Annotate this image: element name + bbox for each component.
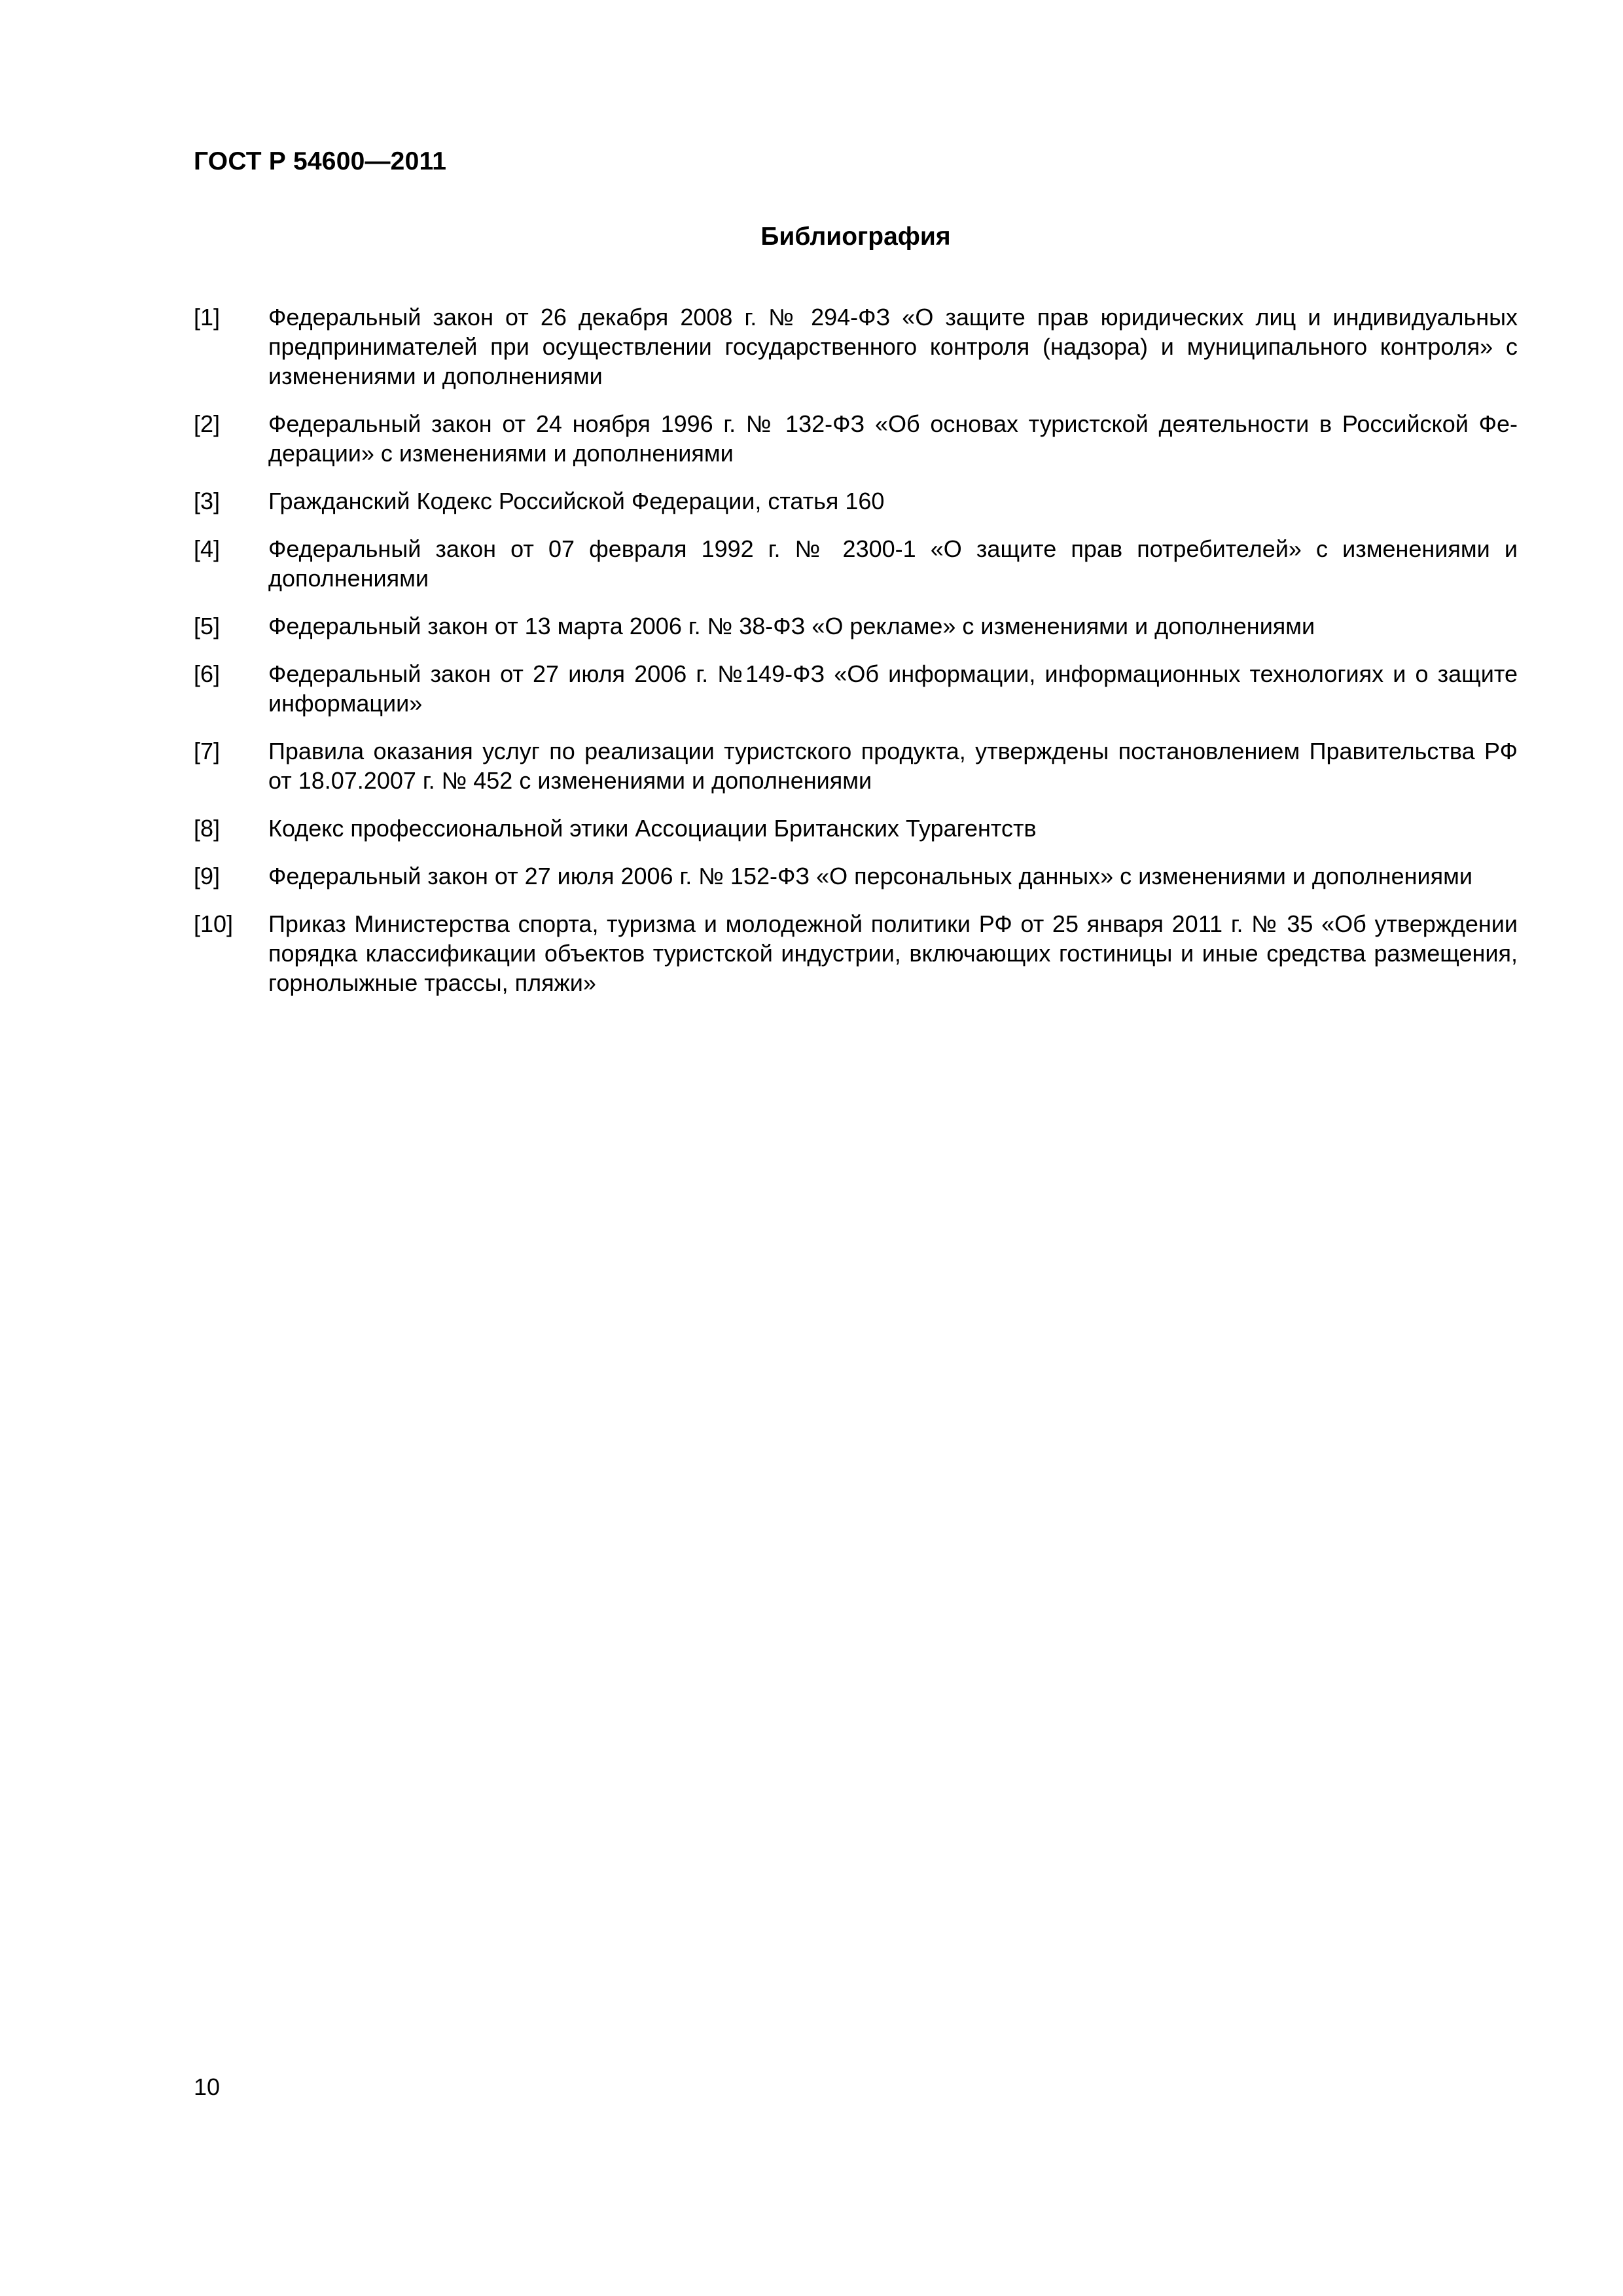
entry-number: [8]: [194, 815, 221, 842]
bibliography-list: [194, 302, 1518, 1016]
bibliography-entry: [194, 302, 1518, 391]
document-code: ГОСТ Р 54600—2011: [194, 147, 447, 175]
entry-text: Федеральный закон от 07 февраля 1992 г. № 2300-1 «О защите прав потребителей» с изменениями и дополнениями: [268, 535, 1518, 592]
entry-text: Федеральный закон от 13 марта 2006 г. № 38-ФЗ «О рекламе» с изменениями и дополнениями: [268, 613, 1315, 639]
entry-text: Кодекс профессиональной этики Ассоциации Британских Турагентств: [268, 815, 1037, 842]
bibliography-entry: [194, 611, 1518, 641]
entry-number: [4]: [194, 535, 221, 562]
entry-number: [1]: [194, 304, 221, 331]
bibliography-entry: [194, 534, 1518, 593]
entry-number: [6]: [194, 660, 221, 687]
entry-number: [5]: [194, 613, 221, 639]
entry-number: [10]: [194, 910, 234, 937]
entry-number: [3]: [194, 488, 221, 514]
entry-number: [7]: [194, 738, 221, 764]
entry-number: [9]: [194, 863, 221, 889]
bibliography-entry: [194, 861, 1518, 891]
bibliography-entry: [194, 909, 1518, 997]
entry-text: Федеральный закон от 26 декабря 2008 г. № 294-ФЗ «О защите прав юридических лиц и индивидуальных предпринимателей при осуществлении государственного контроля (надзора) и муниципального контроля» с изменениями и дополнениями: [268, 304, 1518, 389]
entry-text: Федеральный закон от 27 июля 2006 г. №149-ФЗ «Об информации, информационных технологиях и о защите информации»: [268, 660, 1518, 717]
bibliography-entry: [194, 814, 1518, 843]
page-number: 10: [194, 2073, 221, 2100]
bibliography-entry: [194, 659, 1518, 718]
entry-text: Федеральный закон от 24 ноября 1996 г. № 132-ФЗ «Об основах туристской деятельности в Российской Федерации» с изменениями и дополнениями: [268, 410, 1518, 467]
bibliography-title: Библиография: [760, 223, 951, 251]
entry-text: Приказ Министерства спорта, туризма и молодежной политики РФ от 25 января 2011 г. № 35 «Об утверждении порядка классификации объектов туристской индустрии, включающих гостиницы и иные средства размещения, горнолыжные трассы, пляжи»: [268, 910, 1518, 996]
entry-text: Федеральный закон от 27 июля 2006 г. № 152-ФЗ «О персональных данных» с изменениями и дополнениями: [268, 863, 1472, 889]
bibliography-entry: [194, 486, 1518, 516]
entry-text: Гражданский Кодекс Российской Федерации, статья 160: [268, 488, 885, 514]
bibliography-entry: [194, 409, 1518, 468]
bibliography-entry: [194, 736, 1518, 795]
entry-text: Правила оказания услуг по реализации туристского продукта, утверждены постановлением Правительства РФ от 18.07.2007 г. № 452 с изменениями и дополнениями: [268, 738, 1518, 794]
entry-number: [2]: [194, 410, 221, 437]
